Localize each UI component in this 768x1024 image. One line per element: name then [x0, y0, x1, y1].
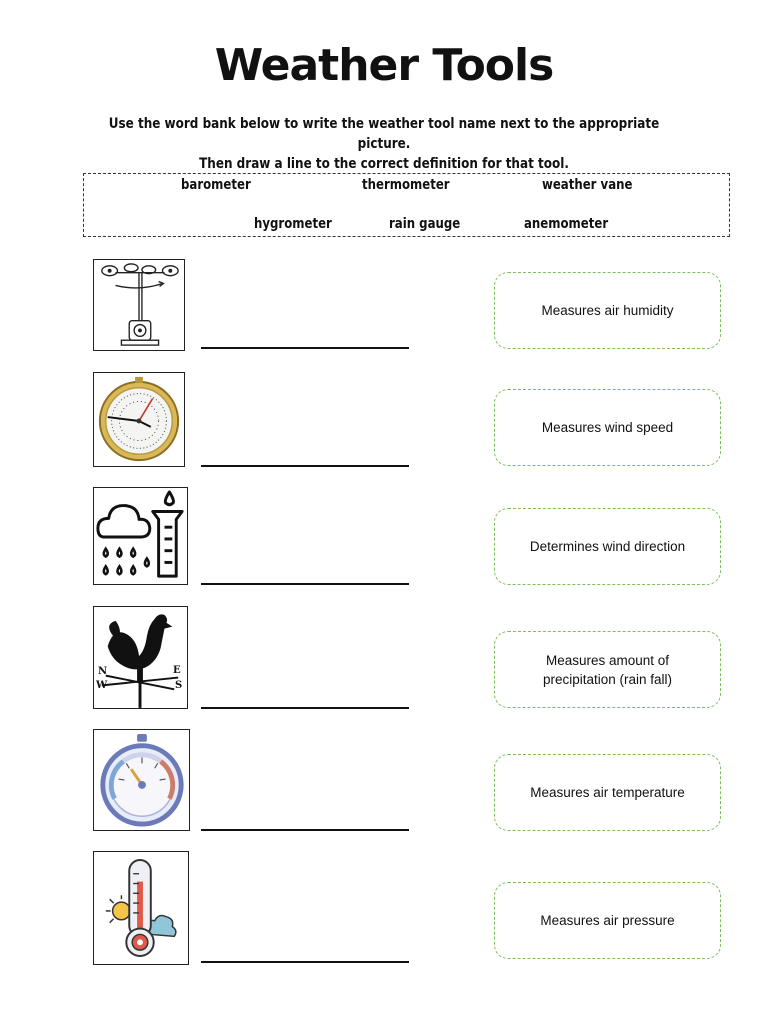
weather-vane-icon [93, 606, 188, 709]
instructions-line-2: Then draw a line to the correct definition for that tool. [199, 156, 569, 172]
compass-w: W [96, 680, 108, 691]
answer-line-6[interactable] [201, 961, 409, 963]
anemometer-icon [93, 259, 185, 351]
word-weather-vane: weather vane [542, 177, 633, 193]
rain-gauge-icon [93, 487, 188, 585]
word-rain-gauge: rain gauge [389, 216, 461, 232]
definition-box-1[interactable]: Measures air humidity [494, 272, 721, 349]
word-barometer: barometer [181, 177, 251, 193]
answer-line-4[interactable] [201, 707, 409, 709]
definition-box-4[interactable]: Measures amount of precipitation (rain fall) [494, 631, 721, 708]
answer-line-5[interactable] [201, 829, 409, 831]
definition-box-5[interactable]: Measures air temperature [494, 754, 721, 831]
definition-box-2[interactable]: Measures wind speed [494, 389, 721, 466]
instructions-line-1: Use the word bank below to write the weather tool name next to the appropriate picture. [108, 116, 660, 152]
word-bank [83, 173, 730, 237]
definition-box-6[interactable]: Measures air pressure [494, 882, 721, 959]
barometer-icon [93, 372, 185, 467]
page-title: Weather Tools [214, 40, 554, 91]
answer-line-2[interactable] [201, 465, 409, 467]
word-thermometer: thermometer [362, 177, 450, 193]
compass-n: N [98, 666, 108, 677]
hygrometer-icon [93, 729, 190, 831]
word-anemometer: anemometer [524, 216, 609, 232]
word-hygrometer: hygrometer [254, 216, 332, 232]
answer-line-1[interactable] [201, 347, 409, 349]
answer-line-3[interactable] [201, 583, 409, 585]
instructions [86, 114, 682, 174]
thermometer-icon [93, 851, 189, 965]
definition-box-3[interactable]: Determines wind direction [494, 508, 721, 585]
compass-s: S [175, 680, 183, 691]
compass-e: E [173, 665, 181, 676]
